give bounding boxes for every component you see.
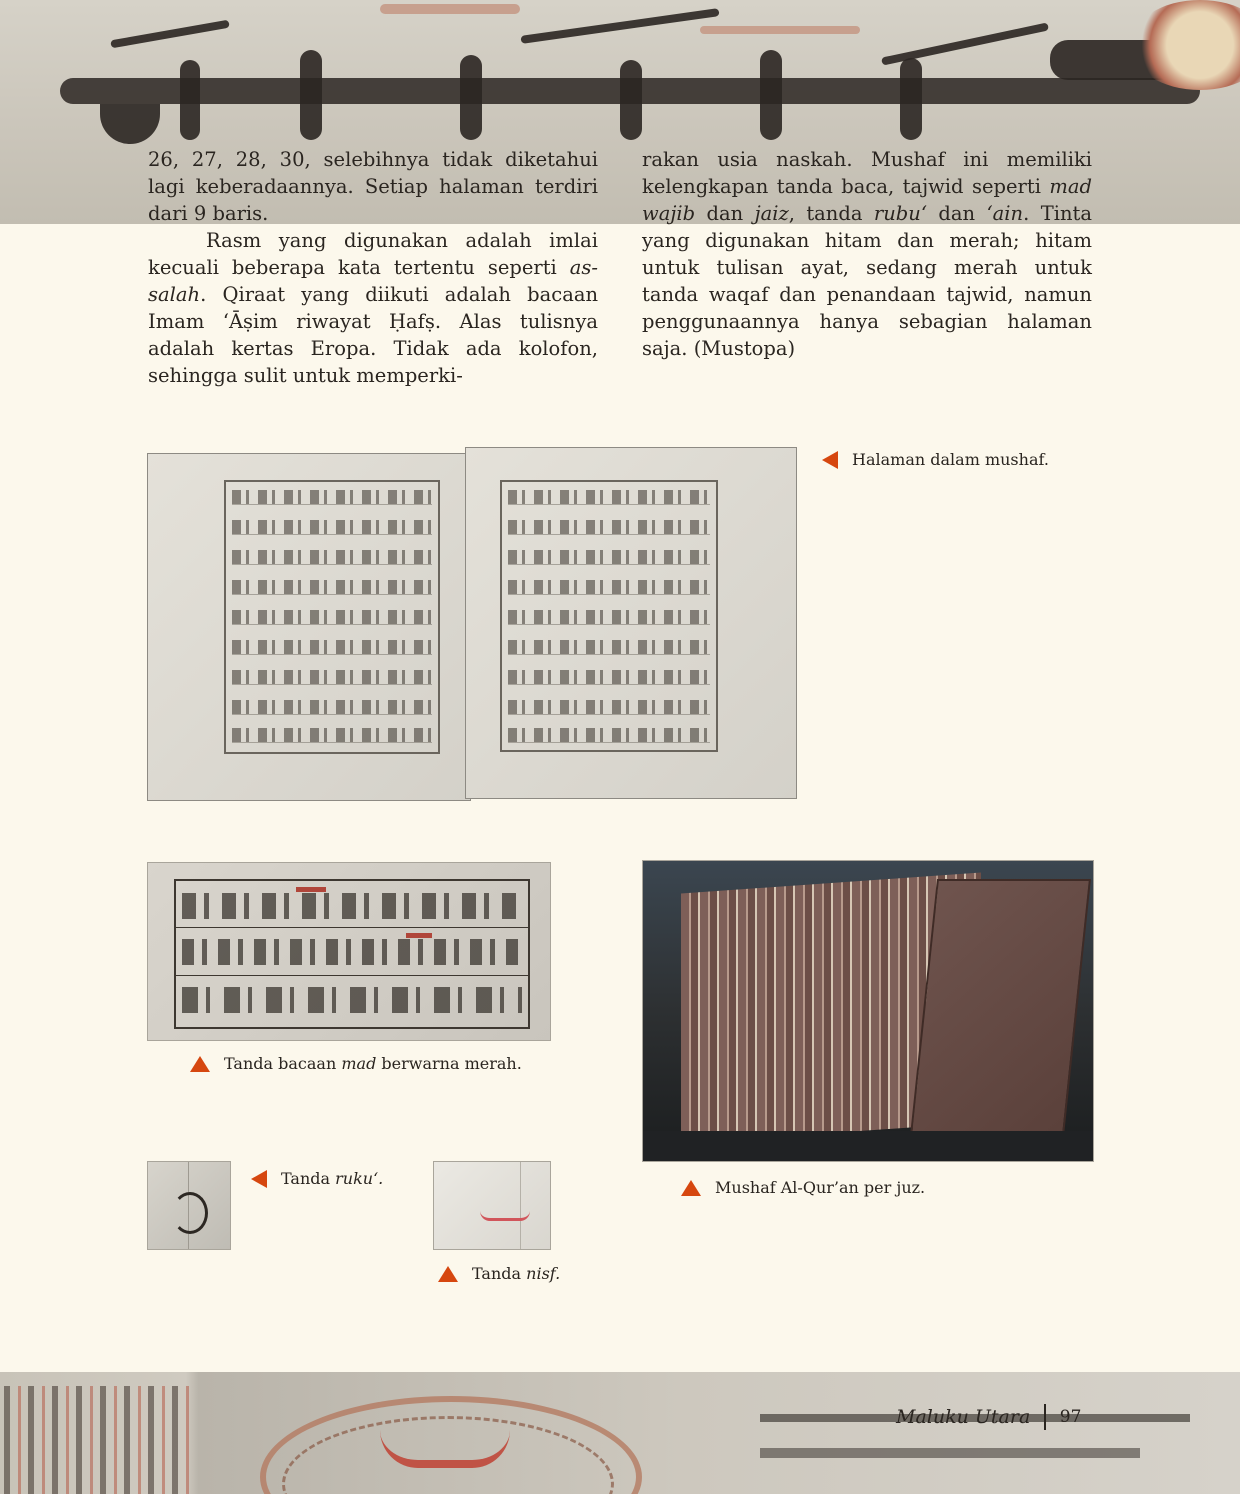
text-column-left (148, 146, 598, 389)
arrow-up-icon (190, 1056, 210, 1072)
paragraph: Rasm yang digunakan adalah imlai kecuali beberapa kata tertentu seperti as-salah. Qiraat yang diikuti adalah bacaan Imam ‘Āṣim riwayat Ḥafṣ. Alas tulisnya adalah kertas Eropa. Tidak ada kolofon, sehingga sulit untuk memperki- (148, 229, 598, 387)
mad-closeup-photo (147, 862, 551, 1041)
arrow-left-icon (251, 1170, 267, 1188)
folio-divider (1044, 1404, 1046, 1430)
page-number: 97 (1059, 1407, 1082, 1427)
running-title: Maluku Utara (896, 1406, 1031, 1428)
arrow-up-icon (438, 1266, 458, 1282)
mushaf-juz-photo (642, 860, 1094, 1162)
arrow-up-icon (681, 1180, 701, 1196)
right-page (465, 447, 797, 799)
caption-mad: Tanda bacaan mad berwarna merah. (190, 1054, 522, 1074)
left-page (147, 453, 471, 801)
folio (896, 1404, 1081, 1430)
caption-nisf: Tanda nisf. (438, 1264, 560, 1284)
caption-juz: Mushaf Al-Qur’an per juz. (681, 1178, 925, 1198)
arrow-left-icon (822, 451, 838, 469)
paragraph: rakan usia naskah. Mushaf ini memiliki kelengkapan tanda baca, tajwid seperti mad wajib dan jaiz, tanda rubu‘ dan ‘ain. Tinta yang digunakan hitam dan merah; hitam untuk tulisan ayat, sedang merah untuk tanda waqaf dan penandaan tajwid, namun penggunaannya hanya sebagian halaman saja. (Mustopa) (642, 148, 1092, 360)
bottom-banner-photo (0, 1372, 1240, 1494)
text-column-right (642, 146, 1092, 362)
caption-ruku: Tanda ruku‘. (251, 1169, 383, 1189)
nisf-sign-photo (433, 1161, 551, 1250)
ruku-sign-photo (147, 1161, 231, 1250)
paragraph: 26, 27, 28, 30, selebihnya tidak diketahui lagi keberadaannya. Setiap halaman terdiri dari 9 baris. (148, 148, 598, 225)
mushaf-spread-photo (147, 447, 795, 803)
caption-spread: Halaman dalam mushaf. (822, 450, 1049, 470)
